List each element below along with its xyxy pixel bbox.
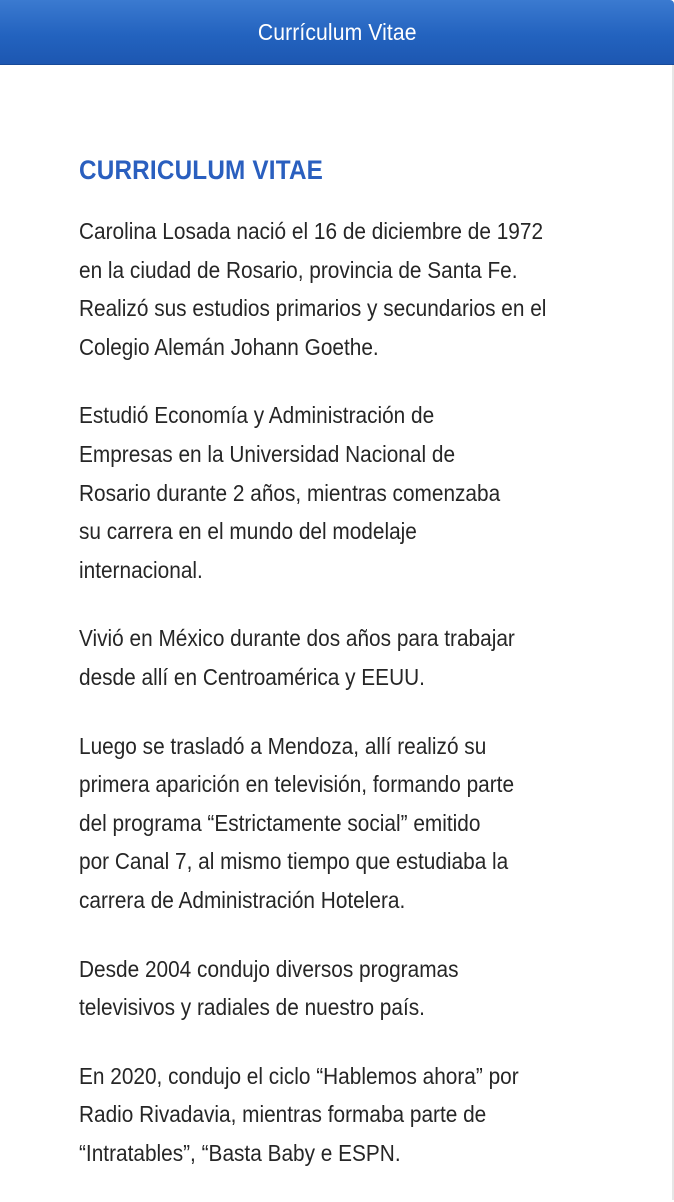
text-line: Realizó sus estudios primarios y secundarios en el (79, 295, 547, 322)
text-line: Luego se trasladó a Mendoza, allí realizó su (79, 732, 487, 759)
text-line: Radio Rivadavia, mientras formaba parte de (79, 1101, 487, 1128)
text-line: Carolina Losada nació el 16 de diciembre de 1972 (79, 218, 544, 244)
text-line: Vivió en México durante dos años para trabajar (79, 625, 515, 652)
text-line: Desde 2004 condujo diversos programas (79, 955, 459, 982)
text-line: Colegio Alemán Johann Goethe. (79, 333, 379, 360)
text-line: su carrera en el mundo del modelaje (79, 518, 417, 545)
article-content (79, 150, 599, 1202)
text-line: del programa “Estrictamente social” emitido (79, 809, 481, 836)
section-heading: CURRICULUM VITAE (79, 155, 324, 185)
text-line: “Intratables”, “Basta Baby e ESPN. (79, 1139, 401, 1166)
paragraph-2020 (79, 1057, 599, 1173)
text-line: Rosario durante 2 años, mientras comenzaba (79, 479, 501, 506)
text-line: televisivos y radiales de nuestro país. (79, 994, 425, 1021)
text-line: primera aparición en televisión, formando parte (79, 771, 515, 798)
text-line: internacional. (79, 556, 203, 583)
page-title: Currículum Vitae (257, 18, 417, 45)
text-line: Estudió Economía y Administración de (79, 402, 435, 429)
paragraph-mendoza (79, 727, 599, 920)
paragraph-mexico (79, 619, 599, 696)
paragraph-studies (79, 396, 599, 589)
text-line: desde allí en Centroamérica y EEUU. (79, 663, 425, 690)
title-bar (0, 0, 674, 65)
paragraph-birth (79, 212, 599, 366)
text-line: En 2020, condujo el ciclo “Hablemos ahora” por (79, 1062, 519, 1089)
text-line: por Canal 7, al mismo tiempo que estudiaba la (79, 848, 509, 875)
text-line: en la ciudad de Rosario, provincia de Santa Fe. (79, 256, 518, 283)
text-line: Empresas en la Universidad Nacional de (79, 440, 456, 467)
text-line: carrera de Administración Hotelera. (79, 886, 406, 913)
paragraph-2004 (79, 950, 599, 1027)
